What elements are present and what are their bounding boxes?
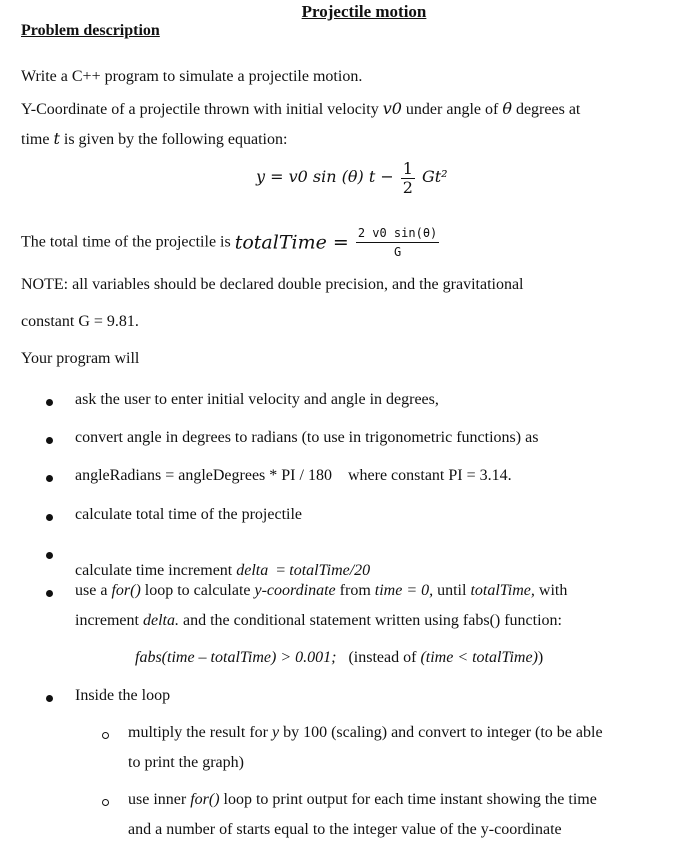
intro-line-1: Write a C++ program to simulate a projectile motion.: [21, 68, 363, 85]
total-fraction: [356, 224, 439, 261]
total-text: The total time of the projectile is: [21, 233, 235, 251]
bullet-dot: [46, 514, 53, 521]
s2-for: for(): [190, 791, 220, 808]
bullet-item-3: angleRadians = angleDegrees * PI / 180 where constant PI = 3.14.: [75, 467, 512, 484]
b6-for: for(): [111, 582, 141, 599]
bullet-dot: [46, 590, 53, 597]
sub-bullet-circle: [102, 799, 109, 806]
intro2-text-b: under angle of: [401, 101, 503, 118]
s1-c: by 100 (scaling) and convert to integer (to be able: [279, 724, 603, 741]
b5-expr: totalTime/20: [289, 562, 371, 579]
total-eq: =: [326, 231, 349, 254]
b6-totaltime: totalTime,: [470, 582, 535, 599]
b5-text-a: calculate time increment: [75, 562, 237, 579]
eq1-fraction: [401, 160, 415, 197]
bullet-item-4: calculate total time of the projectile: [75, 506, 303, 523]
intro2-v0: v0: [382, 99, 402, 118]
bullet-dot: [46, 552, 53, 559]
sub-item-1-line-2: to print the graph): [128, 754, 244, 771]
intro2-text-a: Y-Coordinate of a projectile thrown with initial velocity: [21, 101, 383, 118]
s1-y: y: [271, 724, 280, 741]
bullet-item-7: Inside the loop: [75, 687, 171, 704]
b5-delta: delta: [236, 562, 269, 579]
projectile-equation: [256, 160, 448, 197]
bullet-dot: [46, 437, 53, 444]
intro3-text-a: time: [21, 131, 54, 148]
fabs-expr: fabs(time – totalTime) > 0.001;: [135, 649, 337, 666]
program-will: Your program will: [21, 350, 140, 367]
b6-e: from: [335, 582, 375, 599]
eq1-frac-den: 2: [402, 178, 413, 197]
b6l2-c: and the conditional statement written using fabs() function:: [178, 612, 562, 629]
sub-bullet-circle: [102, 732, 109, 739]
eq1-lhs: y = v0 sin (θ) t −: [256, 167, 394, 187]
bullet-item-5: [75, 544, 370, 580]
bullet-item-6-line-2: [75, 612, 562, 630]
b6-time0: time = 0,: [374, 582, 434, 599]
b6-g: until: [433, 582, 471, 599]
bullet-dot: [46, 399, 53, 406]
intro-line-3: [21, 129, 287, 149]
intro-line-2: [21, 99, 580, 119]
page-title: Projectile motion: [301, 2, 427, 21]
eq1-frac-num: 1: [402, 159, 413, 178]
bullet-item-1: ask the user to enter initial velocity and angle in degrees,: [75, 391, 439, 408]
intro2-text-c: degrees at: [511, 101, 581, 118]
s1-a: multiply the result for: [128, 724, 272, 741]
sub-item-2: [128, 791, 597, 809]
eq1-rhs: Gt²: [421, 167, 448, 187]
fabs-alt: (time < totalTime): [420, 649, 538, 666]
b5-eq: =: [268, 562, 290, 579]
bullet-dot: [46, 475, 53, 482]
b6-a: use a: [75, 582, 112, 599]
intro2-theta: θ: [502, 99, 512, 118]
total-var: totalTime: [234, 231, 327, 254]
note-line-1: NOTE: all variables should be declared double precision, and the gravitational: [21, 276, 524, 293]
fabs-line: [135, 649, 543, 667]
b6-i: with: [534, 582, 568, 599]
s2-a: use inner: [128, 791, 191, 808]
intro3-t: t: [53, 129, 60, 148]
sub-item-2-line-2: and a number of starts equal to the integer value of the y-coordinate: [128, 821, 562, 838]
sub-item-1: [128, 724, 603, 742]
fabs-close: ): [537, 649, 544, 666]
note-line-2: constant G = 9.81.: [21, 313, 139, 330]
total-frac-den: G: [393, 245, 402, 259]
b6-ycoord: y-coordinate: [254, 582, 336, 599]
s2-c: loop to print output for each time instant showing the time: [219, 791, 597, 808]
b6-c: loop to calculate: [140, 582, 255, 599]
bullet-item-2: convert angle in degrees to radians (to use in trigonometric functions) as: [75, 429, 539, 446]
total-time-line: [21, 224, 442, 261]
bullet-dot: [46, 695, 53, 702]
section-heading: Problem description: [21, 22, 160, 39]
bullet-item-6: [75, 582, 567, 600]
total-frac-num: 2 v0 sin(θ): [356, 224, 439, 243]
fabs-instead: (instead of: [336, 649, 421, 666]
b6l2-a: increment: [75, 612, 143, 629]
b6l2-delta: delta.: [142, 612, 179, 629]
intro3-text-b: is given by the following equation:: [59, 131, 288, 148]
